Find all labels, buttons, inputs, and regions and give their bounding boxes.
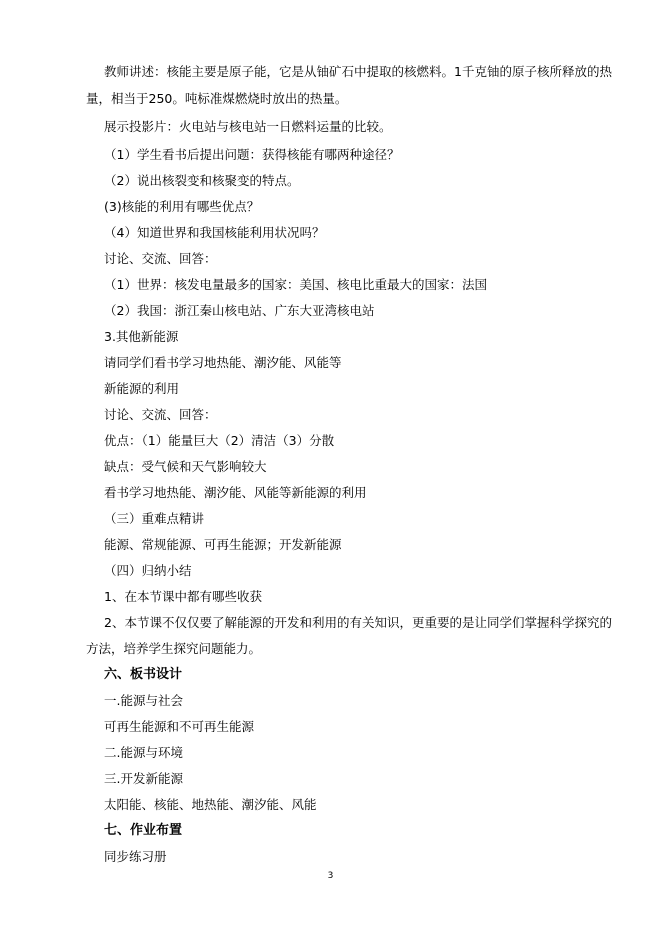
paragraph-line: 请同学们看书学习地热能、潮汐能、风能等 bbox=[104, 355, 342, 370]
paragraph-line: 优点：（1）能量巨大（2）清洁（3）分散 bbox=[104, 433, 335, 448]
paragraph-line: 量，相当于250。吨标准煤燃烧时放出的热量。 bbox=[86, 91, 348, 106]
paragraph-line: 太阳能、核能、地热能、潮汐能、风能 bbox=[104, 797, 317, 812]
section-heading: 六、板书设计 bbox=[104, 667, 183, 682]
paragraph-line: 同步练习册 bbox=[104, 849, 167, 864]
paragraph-line: （4）知道世界和我国核能利用状况吗？ bbox=[104, 225, 325, 240]
paragraph-line: 展示投影片：火电站与核电站一日燃料运量的比较。 bbox=[104, 119, 392, 134]
paragraph-line: 教师讲述：核能主要是原子能，它是从铀矿石中提取的核燃料。1千克铀的原子核所释放的热 bbox=[104, 64, 612, 79]
paragraph-line: （1）世界：核发电量最多的国家：美国、核电比重最大的国家：法国 bbox=[104, 277, 487, 292]
section-heading: 七、作业布置 bbox=[104, 823, 183, 838]
paragraph-line: 缺点：受气候和天气影响较大 bbox=[104, 459, 267, 474]
paragraph-line: 1、在本节课中都有哪些收获 bbox=[104, 589, 262, 604]
paragraph-line: 三.开发新能源 bbox=[104, 771, 183, 786]
section-heading: （四）归纳小结 bbox=[104, 563, 192, 578]
page-number: 3 bbox=[327, 871, 334, 881]
paragraph-line: 看书学习地热能、潮汐能、风能等新能源的利用 bbox=[104, 485, 367, 500]
paragraph-line: 新能源的利用 bbox=[104, 381, 180, 396]
paragraph-line: 二.能源与环境 bbox=[104, 745, 183, 760]
section-heading: （三）重难点精讲 bbox=[104, 511, 205, 526]
paragraph-line: （1）学生看书后提出问题：获得核能有哪两种途径？ bbox=[104, 147, 400, 162]
paragraph-line: (3)核能的利用有哪些优点？ bbox=[104, 199, 260, 214]
paragraph-line: （2）我国：浙江秦山核电站、广东大亚湾核电站 bbox=[104, 303, 375, 318]
paragraph-line: 一.能源与社会 bbox=[104, 693, 183, 708]
paragraph-line: （2）说出核裂变和核聚变的特点。 bbox=[104, 173, 300, 188]
paragraph-line: 讨论、交流、回答： bbox=[104, 251, 217, 266]
paragraph-line: 能源、常规能源、可再生能源；开发新能源 bbox=[104, 537, 342, 552]
section-heading: 3.其他新能源 bbox=[104, 329, 179, 344]
paragraph-line: 可再生能源和不可再生能源 bbox=[104, 719, 255, 734]
paragraph-line: 讨论、交流、回答： bbox=[104, 407, 217, 422]
paragraph-line: 2、本节课不仅仅要了解能源的开发和利用的有关知识，更重要的是让同学们掌握科学探究的 bbox=[104, 615, 612, 630]
paragraph-line: 方法，培养学生探究问题能力。 bbox=[86, 641, 262, 656]
